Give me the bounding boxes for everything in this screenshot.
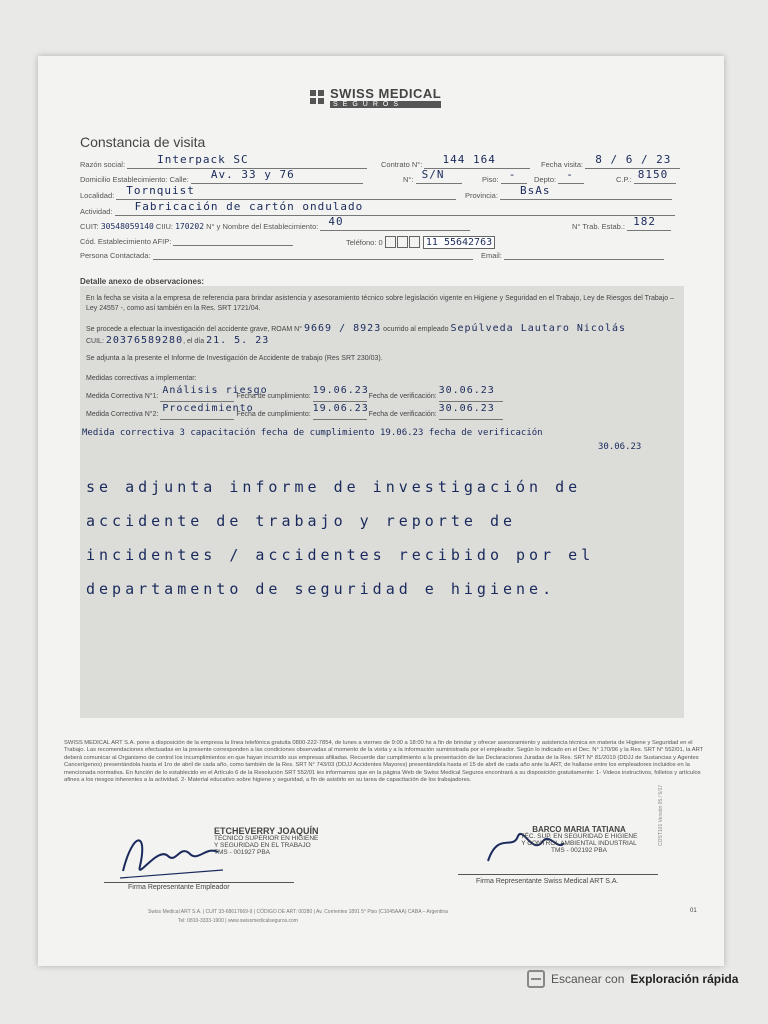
hand-medida-3: Medida correctiva 3 capacitación fecha de cumplimiento 19.06.23 fecha de verificación	[82, 428, 543, 438]
afip-row	[80, 236, 293, 246]
razon-social-label: Razón social:	[80, 160, 126, 169]
medida2-verif-label: Fecha de verificación:	[368, 411, 437, 418]
piso-value: -	[508, 168, 517, 181]
afip-label: Cód. Establecimiento AFIP:	[80, 237, 172, 246]
depto-row	[534, 168, 584, 184]
cuil-label: CUIL:	[86, 338, 104, 345]
hand-paragraph-line-2: accidente de trabajo y reporte de	[86, 512, 517, 530]
nombre-estab-label: N° y Nombre del Establecimiento:	[206, 222, 319, 231]
company-footer: Swiss Medical ART S.A. | CUIT 33-68617669-9 | CÓDIGO DE ART: 00280 | Av. Corrientes 1891 5° Piso (C1045AAA) CABA – Argentina Tel: 0810-3333-1900 | www.swissmedicalseguros.com	[148, 909, 448, 924]
actividad-value: Fabricación de cartón ondulado	[134, 200, 364, 213]
cuit-value: 30548059140	[100, 222, 154, 231]
obs-intro: En la fecha se visita a la empresa de referencia para brindar asistencia y asesoramiento técnico sobre legislación vigente en Higiene y Seguridad en el Trabajo, Ley de Riesgos del Trabajo – Ley 24557 -, como así también en la Res. SRT 1721/04.	[86, 295, 674, 312]
scan-prefix: Escanear con	[551, 972, 625, 986]
fecha-visita-label: Fecha visita:	[541, 160, 584, 169]
fecha-visita-value: 8 / 6 / 23	[595, 153, 672, 166]
hand-medida-3-date: 30.06.23	[598, 442, 642, 452]
medida2-cumpl-value: 19.06.23	[312, 403, 369, 414]
obs-medidas-label: Medidas correctivas a implementar:	[86, 375, 197, 382]
contrato-label: Contrato N°:	[381, 160, 423, 169]
trab-label: N° Trab. Estab.:	[572, 222, 626, 231]
legal-notice: SWISS MEDICAL ART S.A. pone a disposición de la empresa la línea telefónica gratuita 0800-222-7854, de lunes a viernes de 9:00 a 18:00 hs a fin de brindar y ofrecer asesoramiento y asistencia técnica en materia de Higiene y Seguridad en el Trabajo. Las recomendaciones efectuadas en la presente corresponden a las condiciones observadas al momento de la visita y a la información suministrada por el empleador. Según lo indicado en el Dec. N° 170/96 y la Res. SRT N° 552/01, la ART deberá comunicar al Organismo de control los incumplimientos en que hayan incurrido sus empresas afiliadas. Recuerde dar cumplimiento a la presentación de las Declaraciones Juradas de la Res. SRT N° 81/2019 (DDJJ de Sustancias y Agentes Cancerígenos) presentándola hasta el 1ro de abril de cada año, como también de la Res. SRT N° 743/03 (DDJJ Accidentes Mayores) presentándola hasta el 15 de abril de cada año ante la ART, de hallarse entre los empleadores incluidos en la mencionada normativa. En función de lo establecido en el Artículo 6 de la Resolución SRT 552/01 les informamos que en la página Web de Swiss Medical Seguros encontrará a su disposición gratuitamente: 1- Videos instructivos, folletos y artículos afines a los riesgos inherentes a la actividad. 2- Material educativo sobre higiene y seguridad, a fin de asistirlo en su tarea de capacitación de los trabajadores.	[64, 740, 704, 784]
persona-label: Persona Contactada:	[80, 251, 151, 260]
ciiu-label: CIIU:	[155, 222, 174, 231]
localidad-row	[80, 184, 456, 200]
ciiu-value: 170202	[175, 222, 205, 231]
obs-cuil-line	[86, 336, 269, 347]
scan-badge[interactable]	[527, 970, 738, 988]
medida1-cumpl-value: 19.06.23	[312, 385, 369, 396]
trab-row	[572, 215, 671, 231]
roam-value: 9669 / 8923	[303, 323, 382, 334]
document-page	[38, 56, 724, 966]
localidad-label: Localidad:	[80, 191, 115, 200]
provincia-label: Provincia:	[465, 191, 498, 200]
observations-title: Detalle anexo de observaciones:	[80, 277, 205, 286]
dia-label: , el día	[183, 338, 205, 345]
depto-label: Depto:	[534, 175, 557, 184]
side-code: COST101 Versión 05 / 5/17	[658, 784, 664, 846]
cp-label: C.P.:	[616, 175, 632, 184]
dia-value: 21. 5. 23	[206, 335, 270, 346]
logo-brand: SWISS MEDICAL	[330, 86, 442, 101]
domicilio-row	[80, 168, 363, 184]
medida1-label: Medida Correctiva N°1:	[86, 393, 159, 400]
domicilio-label: Domicilio Establecimiento: Calle:	[80, 175, 189, 184]
hand-paragraph-line-4: departamento de seguridad e higiene.	[86, 580, 556, 598]
nombre-estab-value: 40	[328, 215, 344, 228]
hand-paragraph-line-1: se adjunta informe de investigación de	[86, 478, 582, 496]
email-label: Email:	[481, 251, 502, 260]
stamp-right: BARCO MARIA TATIANA TÉC. SUP. EN SEGURIDAD E HIGIENE Y CONTROL AMBIENTAL INDUSTRIAL TMS - 002192 PBA	[520, 825, 638, 854]
razon-social-value: Interpack SC	[157, 153, 249, 166]
persona-row	[80, 250, 473, 260]
medida1-value: Análisis riesgo	[162, 385, 268, 396]
actividad-label: Actividad:	[80, 207, 113, 216]
telefono-row	[346, 236, 495, 248]
medida2-label: Medida Correctiva N°2:	[86, 411, 159, 418]
trab-value: 182	[633, 215, 656, 228]
medida2-verif-value: 30.06.23	[438, 403, 495, 414]
obs-adjunta: Se adjunta a la presente el Informe de Investigación de Accidente de trabajo (Res SRT 230/03).	[86, 355, 383, 362]
localidad-value: Tornquist	[126, 184, 195, 197]
domicilio-value: Av. 33 y 76	[210, 168, 295, 181]
medida1-cumpl-label: Fecha de cumplimiento:	[236, 393, 311, 400]
numero-label: N°:	[403, 175, 414, 184]
obs-accident-prefix: Se procede a efectuar la investigación del accidente grave, ROAM N°	[86, 326, 303, 333]
page-number: 01	[690, 908, 697, 914]
email-row	[481, 250, 664, 260]
provincia-row	[465, 184, 672, 200]
numero-value: S/N	[421, 168, 445, 181]
sig-left-label: Firma Representante Empleador	[128, 884, 230, 891]
medida-1-row	[86, 385, 503, 402]
piso-row	[482, 168, 527, 184]
cuit-label: CUIT:	[80, 222, 99, 231]
stamp-left: ETCHEVERRY JOAQUÍN TÉCNICO SUPERIOR EN HIGIENE Y SEGURIDAD EN EL TRABAJO TMS - 001927 PBA	[214, 826, 319, 856]
cp-row	[616, 168, 676, 184]
sig-right-label: Firma Representante Swiss Medical ART S.A.	[476, 878, 619, 885]
medida2-value: Procedimiento	[162, 403, 254, 414]
logo-icon	[310, 90, 324, 104]
depto-value: -	[566, 168, 574, 181]
medida1-verif-value: 30.06.23	[438, 385, 495, 396]
medida-2-row	[86, 403, 503, 420]
scan-bold: Exploración rápida	[630, 972, 739, 986]
obs-accident-mid: ocurrido al empleado	[383, 326, 449, 333]
actividad-row	[80, 200, 675, 216]
provincia-value: BsAs	[520, 184, 551, 197]
piso-label: Piso:	[482, 175, 499, 184]
hand-paragraph-line-3: incidentes / accidentes recibido por el	[86, 546, 595, 564]
empleado-value: Sepúlveda Lautaro Nicolás	[450, 323, 627, 334]
medida1-verif-label: Fecha de verificación:	[368, 393, 437, 400]
contrato-value: 144 164	[442, 153, 496, 166]
telefono-value: 11 55642763	[423, 236, 495, 249]
logo-sub: SEGUROS	[330, 101, 441, 108]
cuit-row	[80, 215, 470, 231]
medida2-cumpl-label: Fecha de cumplimiento:	[236, 411, 311, 418]
scan-icon	[527, 970, 545, 988]
swiss-medical-logo	[310, 86, 441, 108]
obs-accident-line	[86, 324, 686, 335]
form-title: Constancia de visita	[80, 134, 206, 150]
telefono-label: Teléfono: 0	[346, 238, 383, 247]
observations-box	[80, 286, 684, 718]
cp-value: 8150	[637, 168, 669, 181]
cuil-value: 20376589280	[105, 335, 184, 346]
numero-row	[403, 168, 462, 184]
employer-signature	[118, 826, 228, 886]
